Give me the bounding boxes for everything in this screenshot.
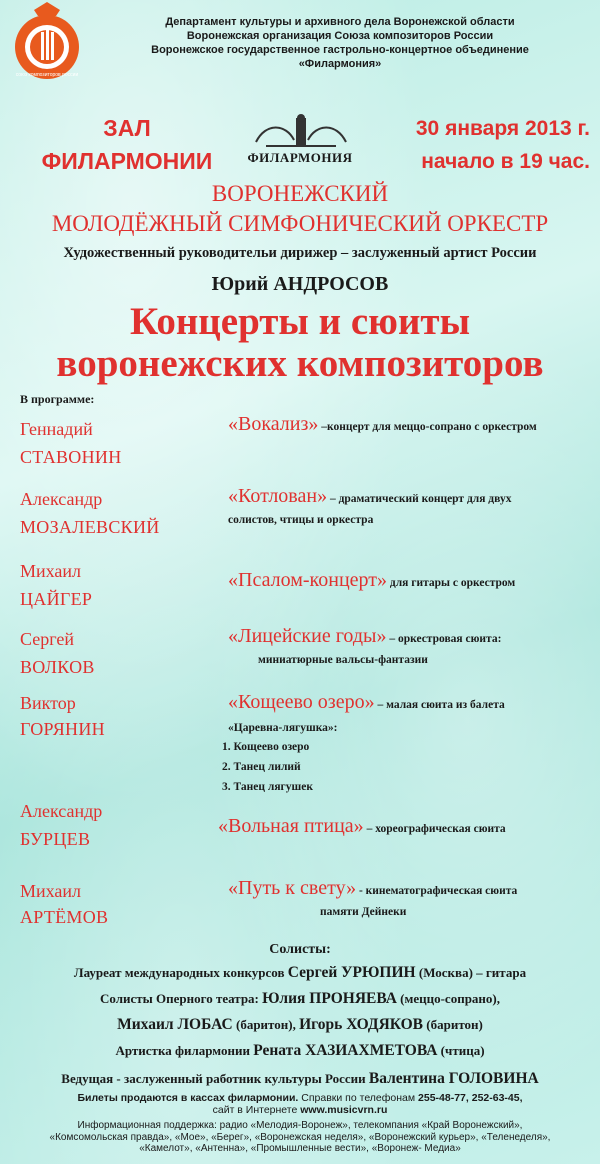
soloist-text: (Москва) – гитара (415, 965, 527, 980)
tickets-phones: 255-48-77, 252-63-45, (418, 1092, 523, 1104)
org-line-3: Воронежское государственное гастрольно-концертное объединение (151, 44, 529, 56)
suite-part: 1. Кощеево озеро (222, 741, 310, 753)
suite-part: 2. Танец лилий (222, 761, 301, 773)
date-line-1: 30 января 2013 г. (415, 117, 590, 140)
composer-first-name: Александр (20, 489, 103, 509)
work-title: «Котлован» (228, 485, 328, 507)
composer-last-name: ВОЛКОВ (20, 657, 95, 677)
work-title: «Вольная птица» (218, 815, 364, 837)
work-description: – малая сюита из балета (374, 699, 505, 711)
hall-line-1: ЗАЛ (103, 115, 151, 141)
concert-title-line-2: воронежских композиторов (56, 342, 544, 385)
logo-ring-text: союз композиторов россии (15, 72, 79, 78)
tickets-info (0, 1092, 600, 1116)
composer-first-name: Геннадий (20, 419, 93, 439)
soloist-text: (меццо-сопрано), (396, 991, 500, 1006)
host-title: Ведущая - заслуженный работник культуры России (61, 1071, 369, 1086)
work-description: –концерт для меццо-сопрано с оркестром (318, 421, 537, 433)
soloist-name: Сергей УРЮПИН (287, 964, 416, 981)
orchestra-line-2: МОЛОДЁЖНЫЙ СИМФОНИЧЕСКИЙ ОРКЕСТР (51, 211, 549, 236)
soloist-text: (чтица) (437, 1043, 485, 1058)
program-item (228, 624, 501, 648)
work-title: «Кощеево озеро» (228, 691, 375, 713)
composer-first-name: Александр (20, 801, 103, 821)
tickets-line-2 (0, 1104, 600, 1116)
website-link[interactable]: www.musicvrn.ru (300, 1104, 388, 1116)
art-director-line: Художественный руководительи дирижер – заслуженный артист России (63, 245, 537, 261)
soloist-text: Солисты Оперного театра: (99, 991, 263, 1006)
composer-last-name: СТАВОНИН (20, 447, 122, 467)
composer-last-name: ЦАЙГЕР (20, 589, 93, 609)
soloist-text: (баритон), (232, 1017, 300, 1032)
tickets-line-1 (0, 1092, 600, 1104)
orchestra-line-1: ВОРОНЕЖСКИЙ (211, 181, 389, 206)
date-line-2: начало в 19 час. (421, 150, 590, 173)
program-item (218, 814, 506, 838)
work-title: «Путь к свету» (228, 877, 357, 899)
host-name: Валентина ГОЛОВИНА (368, 1070, 539, 1087)
composer-first-name: Михаил (20, 881, 82, 901)
work-description: – драматический концерт для двух (327, 493, 512, 505)
soloist-name: Рената ХАЗИАХМЕТОВА (253, 1042, 438, 1059)
work-description: – хореографическая сюита (363, 823, 506, 835)
conductor-name: Юрий АНДРОСОВ (211, 273, 389, 295)
media-support (0, 1120, 600, 1155)
program-item (228, 484, 511, 508)
composer-last-name: МОЗАЛЕВСКИЙ (20, 517, 160, 537)
work-description: - кинематографическая сюита (356, 885, 518, 897)
soloist-line-4 (0, 1042, 600, 1060)
filarmonia-wordmark: ФИЛАРМОНИЯ (247, 150, 353, 165)
host-line (0, 1070, 600, 1088)
work-title: «Лицейские годы» (228, 625, 387, 647)
soloist-text: (баритон) (423, 1017, 483, 1032)
composer-last-name: БУРЦЕВ (20, 829, 91, 849)
work-description-extra: миниатюрные вальсы-фантазии (258, 654, 428, 666)
org-line-4: «Филармония» (298, 58, 382, 70)
soloist-text: Лауреат международных конкурсов (73, 965, 288, 980)
soloist-name: Юлия ПРОНЯЕВА (262, 990, 397, 1007)
program-item (228, 568, 515, 592)
soloist-name: Михаил ЛОБАС (117, 1016, 233, 1033)
org-line-2: Воронежская организация Союза композиторов России (186, 30, 494, 42)
suite-part: 3. Танец лягушек (222, 781, 313, 793)
program-item (228, 690, 505, 714)
soloist-text: Артистка филармонии (115, 1043, 254, 1058)
soloist-line-3 (0, 1016, 600, 1034)
hall-line-2: ФИЛАРМОНИИ (41, 148, 213, 174)
composer-first-name: Виктор (20, 693, 76, 713)
work-title: «Псалом-концерт» (228, 569, 387, 591)
media-line-2: «Комсомольская правда», «Мое», «Берег», «Воронежская неделя», «Воронежский курьер», «Теленеделя», (49, 1131, 551, 1143)
composer-last-name: ГОРЯНИН (20, 719, 105, 739)
composer-first-name: Сергей (20, 629, 74, 649)
media-line-3: «Камелот», «Антенна», «Промышленные вести», «Воронеж- Медиа» (139, 1143, 461, 1154)
work-description-extra: «Царевна-лягушка»: (228, 722, 338, 734)
composer-last-name: АРТЁМОВ (20, 907, 109, 927)
soloist-line-1 (0, 964, 600, 982)
in-program-label: В программе: (20, 392, 95, 406)
media-line-1: Информационная поддержка: радио «Мелодия-Воронеж», телекомпания «Край Воронежский», (77, 1120, 523, 1131)
tickets-phones-label: Справки по телефонам (298, 1092, 419, 1104)
work-description-extra: памяти Дейнеки (320, 906, 407, 918)
website-label: сайт в Интернете (212, 1104, 301, 1116)
soloist-name: Игорь ХОДЯКОВ (299, 1016, 424, 1033)
soloists-heading: Солисты: (269, 942, 331, 957)
program-item (228, 412, 537, 436)
soloist-line-2 (0, 990, 600, 1008)
composer-first-name: Михаил (20, 561, 82, 581)
work-description: для гитары с оркестром (387, 577, 516, 589)
work-title: «Вокализ» (228, 413, 319, 435)
org-line-1: Департамент культуры и архивного дела Воронежской области (165, 16, 515, 28)
program-item (228, 876, 517, 900)
tickets-text: Билеты продаются в кассах филармонии. (77, 1092, 299, 1104)
work-description-extra: солистов, чтицы и оркестра (228, 514, 374, 526)
concert-date (360, 112, 590, 178)
work-description: – оркестровая сюита: (386, 633, 502, 645)
hall-title (22, 112, 232, 178)
composers-union-logo (12, 2, 82, 82)
concert-title-line-1: Концерты и сюиты (129, 300, 471, 343)
